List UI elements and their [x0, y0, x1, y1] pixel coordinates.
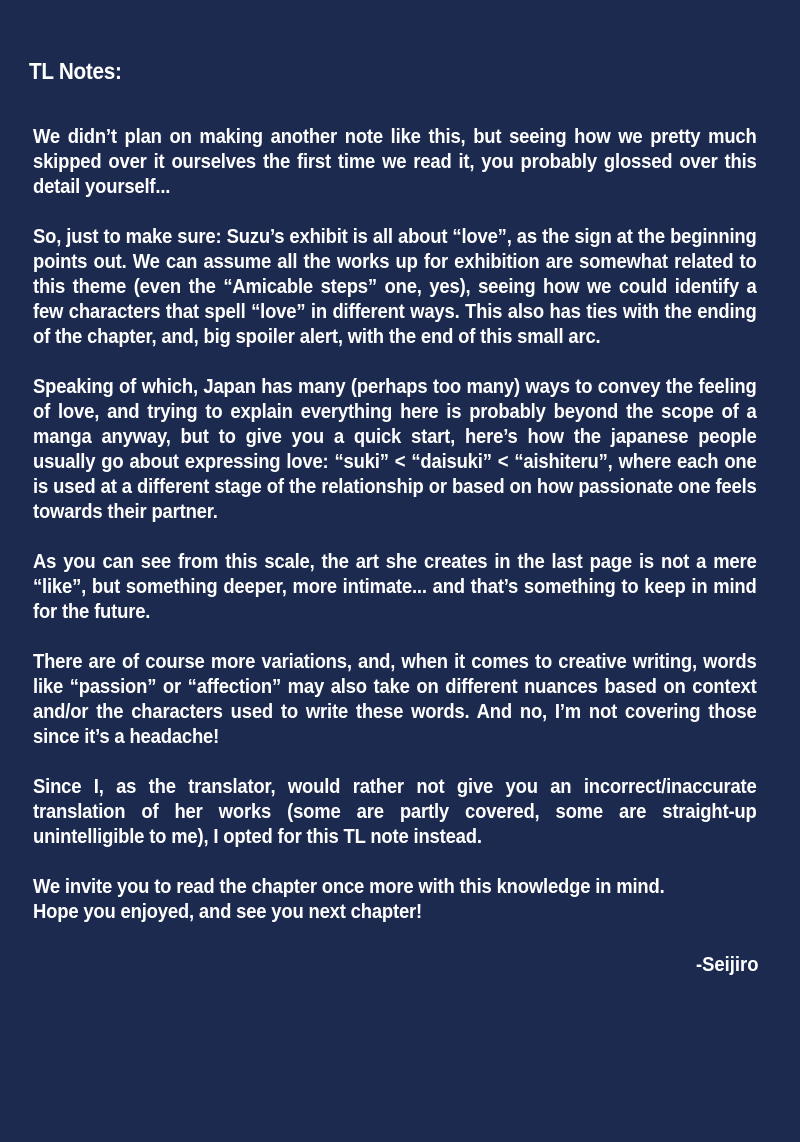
signature: -Seijiro — [695, 953, 758, 976]
note-paragraph-3: Speaking of which, Japan has many (perhaps too many) ways to convey the feeling of love, and trying to explain everything here is probably beyond the scope of a manga anyway, but to give you a quick start, here’s how the japanese people usually go about expressing love: “suki” < “daisuki” < “aishiteru”, where each one is used at a different stage of the relationship or based on how passionate one feels towards their partner. — [33, 375, 757, 523]
closing-line-2: Hope you enjoyed, and see you next chapter! — [33, 900, 423, 923]
closing-paragraph — [33, 874, 757, 924]
note-paragraph-2: So, just to make sure: Suzu’s exhibit is all about “love”, as the sign at the beginning points out. We can assume all the works up for exhibition are somewhat related to this theme (even the “Amicable steps” one, yes), seeing how we could identify a few characters that spell “love” in different ways. This also has ties with the ending of the chapter, and, big spoiler alert, with the end of this small arc. — [33, 225, 757, 348]
note-paragraph-1: We didn’t plan on making another note like this, but seeing how we pretty much skipped over it ourselves the first time we read it, you probably glossed over this detail yourself... — [33, 125, 757, 198]
note-paragraph-5: There are of course more variations, and, when it comes to creative writing, words like “passion” or “affection” may also take on different nuances based on context and/or the characters used to write these words. And no, I’m not covering those since it’s a headache! — [33, 650, 757, 748]
note-paragraph-4: As you can see from this scale, the art she creates in the last page is not a mere “like”, but something deeper, more intimate... and that’s something to keep in mind for the future. — [33, 550, 757, 623]
note-paragraph-6: Since I, as the translator, would rather not give you an incorrect/inaccurate translation of her works (some are partly covered, some are straight-up unintelligible to me), I opted for this TL note instead. — [33, 775, 757, 848]
closing-line-1: We invite you to read the chapter once more with this knowledge in mind. — [33, 875, 665, 898]
notes-body — [33, 124, 757, 949]
page-title: TL Notes: — [29, 58, 122, 84]
